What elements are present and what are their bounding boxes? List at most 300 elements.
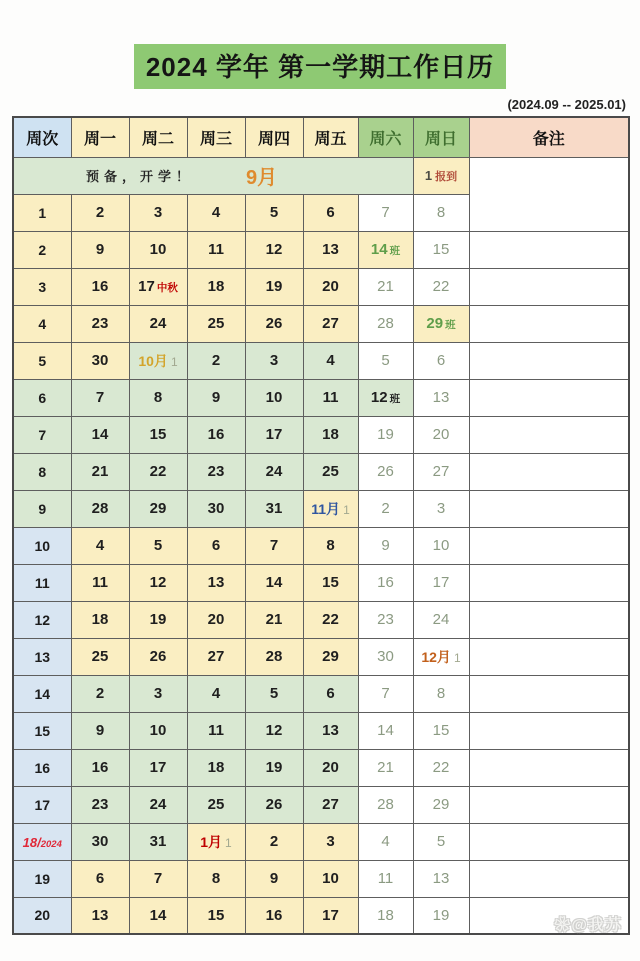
day-number: 5 bbox=[269, 685, 279, 702]
notes-cell bbox=[469, 268, 629, 305]
header-wednesday: 周三 bbox=[187, 117, 245, 157]
day-number: 9 bbox=[269, 870, 279, 887]
day-number: 3 bbox=[269, 352, 279, 369]
day-number: 17 bbox=[138, 278, 155, 295]
day-cell bbox=[71, 860, 129, 897]
day-cell bbox=[187, 601, 245, 638]
day-cell bbox=[303, 749, 358, 786]
day-cell bbox=[303, 823, 358, 860]
day-cell bbox=[413, 231, 469, 268]
day-cell bbox=[303, 860, 358, 897]
day-cell bbox=[413, 342, 469, 379]
day-number: 24 bbox=[149, 315, 167, 332]
day-number: 4 bbox=[211, 204, 221, 221]
week-number-cell: 18/2024 bbox=[13, 823, 71, 860]
day-number: 11 bbox=[208, 722, 224, 739]
day-number: 24 bbox=[432, 611, 450, 628]
day-number: 20 bbox=[432, 426, 450, 443]
notes-cell bbox=[469, 453, 629, 490]
day-cell bbox=[129, 601, 187, 638]
day-cell bbox=[245, 268, 303, 305]
day-number: 14 bbox=[377, 722, 394, 739]
day-cell bbox=[187, 453, 245, 490]
date-range: (2024.09 -- 2025.01) bbox=[507, 97, 626, 112]
day-cell bbox=[71, 305, 129, 342]
day-number: 6 bbox=[436, 352, 446, 369]
work-calendar-table bbox=[12, 116, 630, 935]
day-cell bbox=[129, 823, 187, 860]
notes-cell bbox=[469, 860, 629, 897]
day-cell bbox=[71, 194, 129, 231]
week-number-cell: 12 bbox=[13, 601, 71, 638]
day-number: 28 bbox=[377, 315, 394, 332]
day-cell bbox=[71, 638, 129, 675]
day-cell bbox=[245, 194, 303, 231]
header-saturday: 周六 bbox=[358, 117, 413, 157]
day-number: 7 bbox=[381, 685, 390, 702]
day-cell bbox=[71, 675, 129, 712]
day-number: 26 bbox=[149, 648, 167, 665]
day-cell bbox=[129, 453, 187, 490]
day-cell bbox=[187, 379, 245, 416]
day-number: 22 bbox=[432, 759, 450, 776]
day-number: 26 bbox=[377, 463, 394, 480]
day-number: 5 bbox=[436, 833, 446, 850]
day-number: 13 bbox=[322, 241, 339, 258]
day-cell bbox=[245, 490, 303, 527]
day-cell bbox=[413, 194, 469, 231]
day-cell bbox=[245, 231, 303, 268]
day-number: 4 bbox=[381, 833, 390, 850]
day-cell bbox=[358, 786, 413, 823]
day-number: 10 bbox=[149, 722, 167, 739]
day-cell bbox=[303, 601, 358, 638]
week-row-19 bbox=[13, 860, 629, 897]
day-number: 30 bbox=[377, 648, 394, 665]
day-cell bbox=[358, 675, 413, 712]
day-number: 26 bbox=[265, 796, 283, 813]
day-cell bbox=[303, 712, 358, 749]
day-number: 31 bbox=[149, 833, 167, 850]
week-number-cell: 3 bbox=[13, 268, 71, 305]
day-number: 25 bbox=[207, 315, 225, 332]
week-number-cell: 13 bbox=[13, 638, 71, 675]
day-number: 21 bbox=[377, 278, 394, 295]
day-cell bbox=[187, 749, 245, 786]
day-number: 12 bbox=[370, 389, 388, 406]
month-start-label: 1 bbox=[170, 354, 178, 369]
day-cell bbox=[358, 712, 413, 749]
day-number: 10 bbox=[149, 241, 167, 258]
header-week-number: 周次 bbox=[13, 117, 71, 157]
day-number: 2 bbox=[381, 500, 390, 517]
day-number: 8 bbox=[436, 685, 446, 702]
day-number: 20 bbox=[322, 278, 339, 295]
day-number: 8 bbox=[211, 870, 221, 887]
day-number: 4 bbox=[326, 352, 335, 369]
day-number: 15 bbox=[207, 906, 225, 924]
day-number: 28 bbox=[377, 796, 394, 813]
day-cell bbox=[129, 564, 187, 601]
day-cell bbox=[71, 416, 129, 453]
day-number: 28 bbox=[91, 500, 109, 517]
day-number: 7 bbox=[95, 389, 105, 406]
day-number: 4 bbox=[211, 685, 221, 702]
day-number: 16 bbox=[207, 426, 225, 443]
week-number-cell: 4 bbox=[13, 305, 71, 342]
month-start-label: 12月 bbox=[421, 648, 451, 665]
day-cell bbox=[303, 527, 358, 564]
day-annotation: 班 bbox=[389, 245, 401, 257]
day-cell bbox=[71, 527, 129, 564]
week-number-cell: 14 bbox=[13, 675, 71, 712]
day-number: 10 bbox=[265, 389, 283, 406]
day-number: 2 bbox=[211, 352, 221, 369]
day-number: 22 bbox=[322, 611, 339, 628]
day-number: 18 bbox=[377, 906, 394, 924]
day-cell bbox=[358, 749, 413, 786]
day-cell bbox=[358, 897, 413, 934]
day-number: 6 bbox=[326, 685, 335, 702]
day-number: 21 bbox=[265, 611, 283, 628]
header-tuesday: 周二 bbox=[129, 117, 187, 157]
day-cell bbox=[303, 305, 358, 342]
day-cell bbox=[187, 194, 245, 231]
day-cell bbox=[303, 675, 358, 712]
notes-cell bbox=[469, 157, 629, 231]
day-cell bbox=[245, 305, 303, 342]
day-cell bbox=[358, 268, 413, 305]
registration-day: 1 bbox=[424, 167, 433, 183]
day-cell bbox=[413, 638, 469, 675]
day-cell bbox=[187, 786, 245, 823]
day-cell bbox=[129, 749, 187, 786]
day-cell bbox=[358, 823, 413, 860]
day-cell bbox=[129, 231, 187, 268]
day-number: 20 bbox=[207, 611, 225, 628]
day-cell bbox=[187, 860, 245, 897]
day-number: 23 bbox=[91, 796, 109, 813]
day-number: 15 bbox=[432, 722, 450, 739]
day-annotation: 班 bbox=[445, 319, 456, 331]
day-number: 29 bbox=[322, 648, 339, 665]
day-number: 3 bbox=[326, 833, 335, 850]
day-cell bbox=[245, 897, 303, 934]
day-number: 14 bbox=[149, 906, 167, 924]
week-number-cell: 17 bbox=[13, 786, 71, 823]
day-cell bbox=[187, 564, 245, 601]
day-number: 13 bbox=[432, 870, 450, 887]
month-start-label: 1 bbox=[343, 502, 350, 517]
day-cell bbox=[413, 564, 469, 601]
day-annotation: 班 bbox=[389, 393, 401, 405]
week-number-cell: 10 bbox=[13, 527, 71, 564]
day-cell bbox=[187, 342, 245, 379]
day-cell bbox=[358, 601, 413, 638]
week-row-9 bbox=[13, 490, 629, 527]
day-cell bbox=[303, 379, 358, 416]
day-cell bbox=[129, 379, 187, 416]
notes-cell bbox=[469, 712, 629, 749]
day-number: 6 bbox=[95, 870, 105, 887]
day-cell bbox=[71, 231, 129, 268]
day-number: 30 bbox=[207, 500, 225, 517]
week-row-18 bbox=[13, 823, 629, 860]
day-number: 17 bbox=[432, 574, 450, 591]
week-row-6 bbox=[13, 379, 629, 416]
day-cell bbox=[303, 231, 358, 268]
day-cell bbox=[358, 231, 413, 268]
day-number: 16 bbox=[377, 574, 394, 591]
day-cell bbox=[129, 638, 187, 675]
day-cell bbox=[413, 675, 469, 712]
day-number: 8 bbox=[436, 204, 446, 221]
day-number: 21 bbox=[377, 759, 394, 776]
day-cell bbox=[245, 860, 303, 897]
week-number-cell: 1 bbox=[13, 194, 71, 231]
day-cell bbox=[358, 416, 413, 453]
day-number: 19 bbox=[265, 278, 283, 295]
header-monday: 周一 bbox=[71, 117, 129, 157]
day-number: 7 bbox=[381, 204, 390, 221]
day-cell bbox=[187, 416, 245, 453]
day-number: 23 bbox=[207, 463, 225, 480]
day-cell bbox=[358, 638, 413, 675]
day-cell bbox=[71, 453, 129, 490]
day-number: 19 bbox=[149, 611, 167, 628]
day-cell bbox=[303, 194, 358, 231]
day-cell bbox=[71, 897, 129, 934]
day-number: 17 bbox=[149, 759, 167, 776]
day-cell bbox=[358, 342, 413, 379]
day-number: 29 bbox=[149, 500, 167, 517]
day-number: 9 bbox=[211, 389, 221, 406]
day-number: 14 bbox=[265, 574, 283, 591]
day-number: 13 bbox=[432, 389, 450, 406]
day-cell bbox=[358, 564, 413, 601]
day-cell bbox=[129, 194, 187, 231]
notes-cell bbox=[469, 638, 629, 675]
day-number: 29 bbox=[426, 315, 444, 332]
notes-cell bbox=[469, 675, 629, 712]
day-cell bbox=[71, 268, 129, 305]
day-number: 18 bbox=[207, 759, 225, 776]
day-number: 23 bbox=[91, 315, 109, 332]
september-label: 9月 bbox=[246, 167, 278, 189]
day-cell bbox=[129, 490, 187, 527]
day-number: 13 bbox=[322, 722, 339, 739]
notes-cell bbox=[469, 601, 629, 638]
day-cell bbox=[358, 527, 413, 564]
day-cell bbox=[358, 379, 413, 416]
day-number: 30 bbox=[91, 352, 109, 369]
day-number: 25 bbox=[322, 463, 339, 480]
day-cell bbox=[187, 897, 245, 934]
day-cell bbox=[187, 268, 245, 305]
day-number: 12 bbox=[265, 722, 283, 739]
day-cell bbox=[245, 342, 303, 379]
day-cell bbox=[358, 490, 413, 527]
day-number: 12 bbox=[265, 241, 283, 258]
day-cell bbox=[358, 194, 413, 231]
week-row-17 bbox=[13, 786, 629, 823]
month-start-label: 1月 bbox=[200, 833, 223, 850]
day-cell bbox=[413, 860, 469, 897]
day-number: 8 bbox=[153, 389, 163, 406]
day-cell bbox=[245, 527, 303, 564]
week-row-14 bbox=[13, 675, 629, 712]
day-cell bbox=[413, 601, 469, 638]
day-number: 24 bbox=[265, 463, 283, 480]
day-cell bbox=[303, 416, 358, 453]
day-number: 7 bbox=[153, 870, 163, 887]
day-cell bbox=[71, 564, 129, 601]
week-row-20 bbox=[13, 897, 629, 934]
header-thursday: 周四 bbox=[245, 117, 303, 157]
header-row bbox=[13, 117, 629, 157]
day-number: 2 bbox=[269, 833, 279, 850]
week-number-cell: 9 bbox=[13, 490, 71, 527]
day-number: 9 bbox=[381, 537, 390, 554]
day-number: 24 bbox=[149, 796, 167, 813]
day-cell bbox=[303, 342, 358, 379]
day-cell bbox=[245, 416, 303, 453]
day-cell bbox=[129, 342, 187, 379]
day-cell bbox=[129, 786, 187, 823]
day-cell bbox=[245, 786, 303, 823]
day-number: 30 bbox=[91, 833, 109, 850]
week-number-cell: 11 bbox=[13, 564, 71, 601]
day-cell bbox=[187, 490, 245, 527]
week-row-16 bbox=[13, 749, 629, 786]
day-cell bbox=[129, 860, 187, 897]
day-number: 3 bbox=[153, 204, 163, 221]
week-row-10 bbox=[13, 527, 629, 564]
day-number: 18 bbox=[207, 278, 225, 295]
day-number: 3 bbox=[153, 685, 163, 702]
day-cell bbox=[129, 712, 187, 749]
week-number-cell: 7 bbox=[13, 416, 71, 453]
day-number: 31 bbox=[265, 500, 283, 517]
day-cell bbox=[358, 305, 413, 342]
day-number: 16 bbox=[265, 906, 283, 924]
day-cell bbox=[413, 453, 469, 490]
day-number: 19 bbox=[377, 426, 394, 443]
day-cell bbox=[129, 675, 187, 712]
week-number-cell: 15 bbox=[13, 712, 71, 749]
notes-cell bbox=[469, 379, 629, 416]
header-friday: 周五 bbox=[303, 117, 358, 157]
week-number-cell: 5 bbox=[13, 342, 71, 379]
day-cell bbox=[187, 638, 245, 675]
week-row-15 bbox=[13, 712, 629, 749]
day-number: 11 bbox=[92, 574, 108, 591]
day-number: 29 bbox=[432, 796, 450, 813]
week-row-5 bbox=[13, 342, 629, 379]
day-cell bbox=[303, 564, 358, 601]
day-cell bbox=[413, 786, 469, 823]
day-cell bbox=[187, 712, 245, 749]
day-number: 17 bbox=[265, 426, 283, 443]
day-number: 3 bbox=[436, 500, 446, 517]
day-number: 19 bbox=[265, 759, 283, 776]
day-number: 19 bbox=[432, 906, 450, 924]
day-number: 17 bbox=[322, 906, 339, 924]
day-cell bbox=[413, 490, 469, 527]
day-cell bbox=[303, 490, 358, 527]
day-number: 2 bbox=[95, 204, 105, 221]
day-cell bbox=[413, 527, 469, 564]
day-number: 23 bbox=[377, 611, 394, 628]
week-number-cell: 8 bbox=[13, 453, 71, 490]
day-cell bbox=[187, 231, 245, 268]
day-number: 11 bbox=[322, 389, 339, 406]
day-number: 4 bbox=[95, 537, 105, 554]
day-number: 18 bbox=[91, 611, 109, 628]
day-number: 27 bbox=[322, 315, 339, 332]
september-month-row bbox=[13, 157, 629, 194]
day-number: 16 bbox=[91, 759, 109, 776]
day-number: 27 bbox=[207, 648, 225, 665]
notes-cell bbox=[469, 564, 629, 601]
day-cell bbox=[129, 268, 187, 305]
day-number: 22 bbox=[432, 278, 450, 295]
notes-cell bbox=[469, 490, 629, 527]
day-cell bbox=[187, 527, 245, 564]
day-cell bbox=[303, 897, 358, 934]
header-notes: 备注 bbox=[469, 117, 629, 157]
registration-note: 报到 bbox=[435, 170, 458, 183]
day-cell bbox=[245, 823, 303, 860]
day-cell bbox=[413, 749, 469, 786]
day-cell bbox=[245, 749, 303, 786]
week-number-cell: 2 bbox=[13, 231, 71, 268]
day-number: 9 bbox=[95, 722, 105, 739]
day-number: 20 bbox=[322, 759, 339, 776]
day-number: 15 bbox=[322, 574, 339, 591]
title-bar bbox=[0, 0, 640, 89]
day-number: 5 bbox=[269, 204, 279, 221]
day-cell bbox=[187, 675, 245, 712]
month-start-label: 10月 bbox=[138, 352, 168, 369]
week-row-12 bbox=[13, 601, 629, 638]
watermark: ❀@我苏 bbox=[554, 917, 622, 934]
day-number: 25 bbox=[207, 796, 225, 813]
day-cell bbox=[129, 305, 187, 342]
day-number: 6 bbox=[326, 204, 335, 221]
day-number: 5 bbox=[153, 537, 163, 554]
week-number-cell: 16 bbox=[13, 749, 71, 786]
day-cell bbox=[245, 712, 303, 749]
day-number: 14 bbox=[91, 426, 109, 443]
day-number: 5 bbox=[381, 352, 390, 369]
day-number: 8 bbox=[326, 537, 335, 554]
day-cell bbox=[245, 564, 303, 601]
day-cell bbox=[245, 379, 303, 416]
notes-cell bbox=[469, 231, 629, 268]
notes-cell bbox=[469, 786, 629, 823]
day-cell bbox=[413, 268, 469, 305]
day-cell bbox=[358, 453, 413, 490]
header-sunday: 周日 bbox=[413, 117, 469, 157]
page-title: 2024 学年 第一学期工作日历 bbox=[134, 44, 506, 89]
week-row-11 bbox=[13, 564, 629, 601]
notes-cell bbox=[469, 749, 629, 786]
day-cell bbox=[413, 416, 469, 453]
day-number: 10 bbox=[432, 537, 450, 554]
week-number-cell: 19 bbox=[13, 860, 71, 897]
day-cell bbox=[245, 675, 303, 712]
